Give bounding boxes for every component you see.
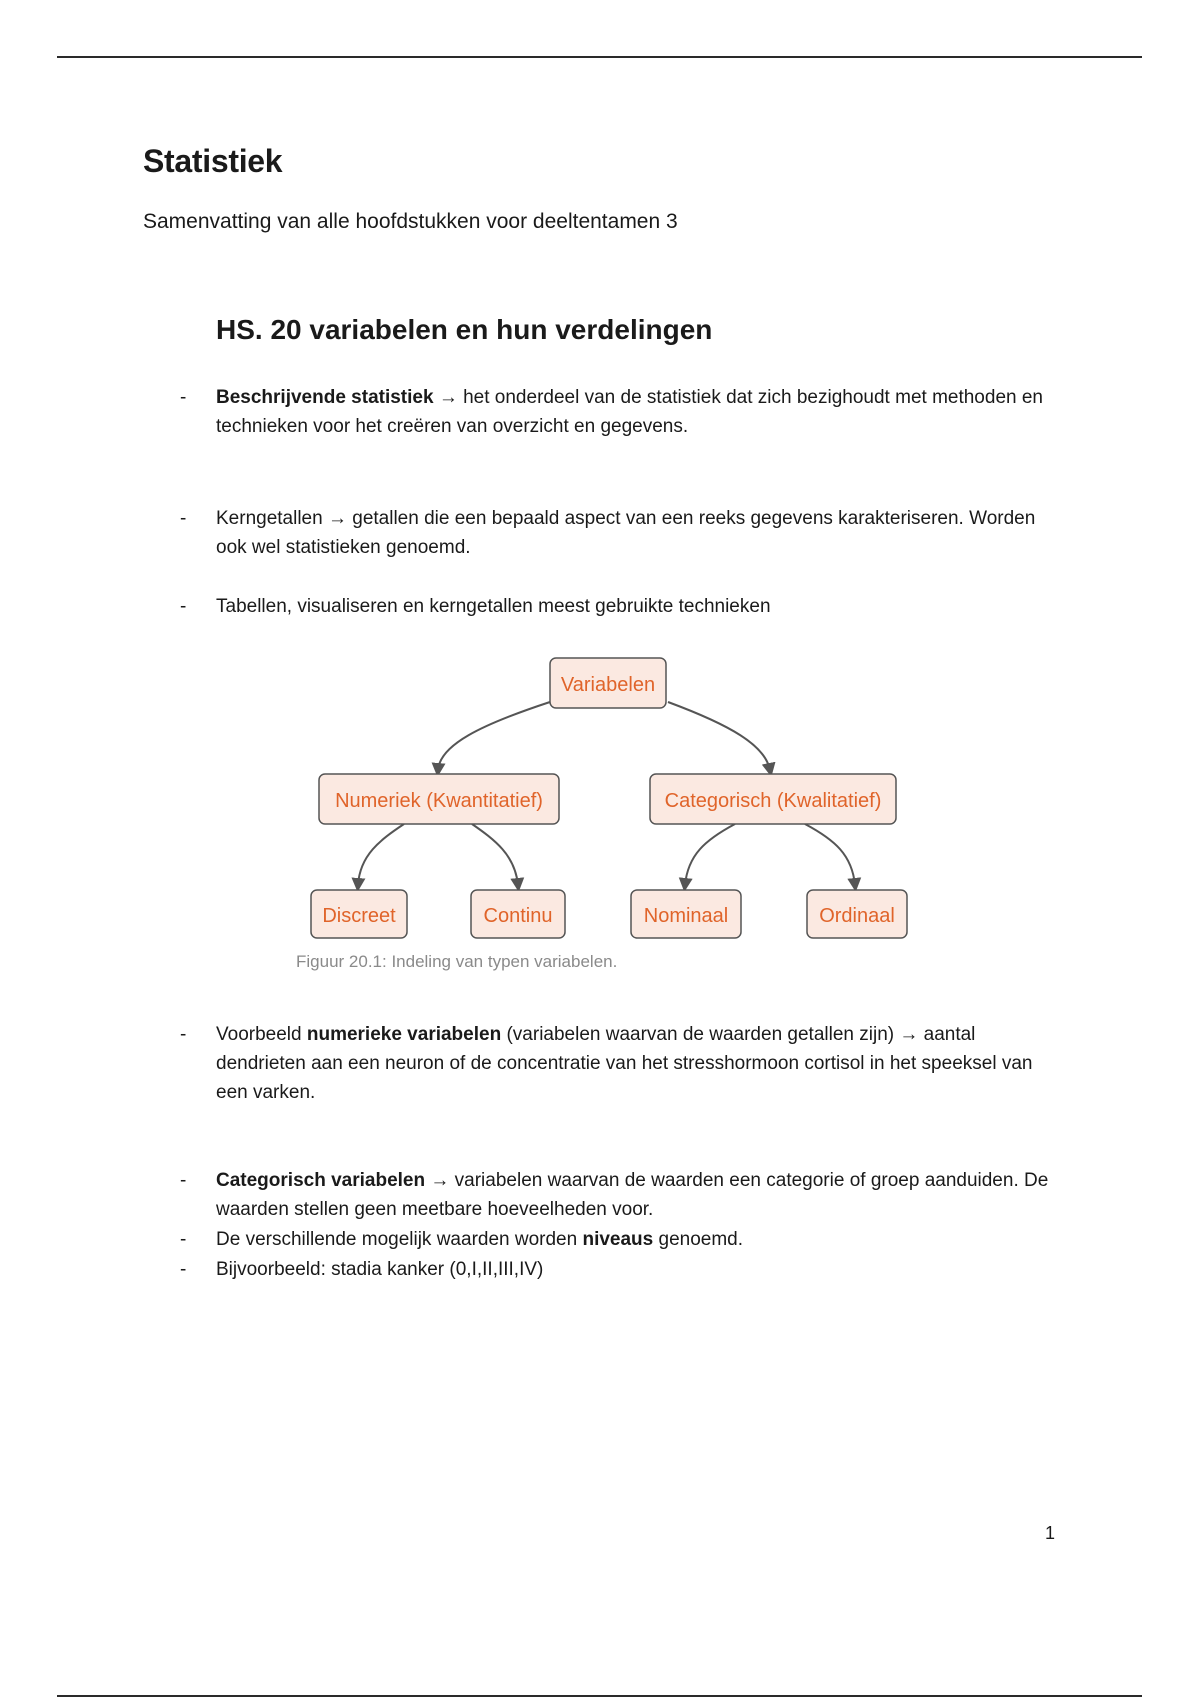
node-categorisch [650, 774, 896, 824]
node-label: Discreet [322, 905, 396, 927]
bullet-text: Kerngetallen → getallen die een bepaald aspect van een reeks gegevens karakteriseren. Worden ook wel statistieken genoemd. [216, 508, 1036, 558]
section-heading: HS. 20 variabelen en hun verdelingen [216, 314, 713, 345]
edge-numeric-discrete [358, 824, 404, 885]
node-label: Continu [483, 905, 553, 927]
bottom-rule [57, 1695, 1142, 1697]
node-ordinaal [807, 890, 907, 938]
bullet-text [216, 1166, 1056, 1224]
node-variabelen [550, 658, 666, 708]
node-label: Numeriek (Kwantitatief) [335, 790, 543, 812]
bullet-rest: → variabelen waarvan de waarden een categorie of groep aanduiden. De waarden stellen geen meetbare hoeveelheden voor. [216, 1170, 1049, 1220]
bullet-dash: - [180, 596, 187, 617]
node-label: Ordinaal [819, 905, 895, 927]
top-rule [57, 56, 1142, 58]
bullet-bold-term: Beschrijvende statistiek [216, 387, 434, 408]
bullet-bold-term: niveaus [582, 1229, 654, 1250]
bullet-pre: De verschillende mogelijk waarden worden [216, 1229, 583, 1250]
edge-root-categorical [668, 702, 770, 770]
edge-categorical-nominaal [685, 824, 735, 885]
node-label: Nominaal [643, 905, 729, 927]
document-title: Statistiek [143, 143, 283, 179]
node-label: Categorisch (Kwalitatief) [664, 790, 882, 812]
edge-root-numeric [438, 702, 550, 770]
variable-types-diagram [280, 650, 920, 980]
bullet-bold-term: Categorisch variabelen [216, 1170, 426, 1191]
bullet-pre: Voorbeeld [216, 1024, 307, 1045]
edge-categorical-ordinaal [805, 824, 855, 885]
page-number: 1 [1045, 1523, 1056, 1543]
bullet-dash: - [180, 1259, 187, 1280]
document-subtitle: Samenvatting van alle hoofdstukken voor deeltentamen 3 [143, 210, 678, 233]
node-numeriek [319, 774, 559, 824]
edge-numeric-continu [472, 824, 518, 885]
bullet-rest: genoemd. [653, 1229, 744, 1250]
bullet-text: Tabellen, visualiseren en kerngetallen meest gebruikte technieken [216, 596, 771, 617]
bullet-bold-term: numerieke variabelen [306, 1024, 502, 1045]
node-continu [471, 890, 565, 938]
bullet-dash: - [180, 1170, 187, 1191]
bullet-dash: - [180, 1229, 187, 1250]
bullet-rest: → het onderdeel van de statistiek dat zich bezighoudt met methoden en technieken voor het creëren van overzicht en gegevens. [216, 387, 1043, 437]
bullet-rest: (variabelen waarvan de waarden getallen zijn) → aantal dendrieten aan een neuron of de concentratie van het stresshormoon cortisol in het speeksel van een varken. [216, 1024, 1033, 1103]
node-label: Variabelen [560, 674, 656, 696]
figure-caption: Figuur 20.1: Indeling van typen variabelen. [296, 952, 618, 971]
bullet-text [216, 1020, 1056, 1107]
node-discreet [311, 890, 407, 938]
node-nominaal [631, 890, 741, 938]
bullet-text [216, 383, 1056, 441]
bullet-dash: - [180, 387, 187, 408]
bullet-text: Bijvoorbeeld: stadia kanker (0,I,II,III,IV) [216, 1259, 544, 1280]
bullet-dash: - [180, 1024, 187, 1045]
bullet-dash: - [180, 508, 187, 529]
diagram-svg [280, 650, 920, 980]
bullet-text [216, 1225, 1056, 1254]
